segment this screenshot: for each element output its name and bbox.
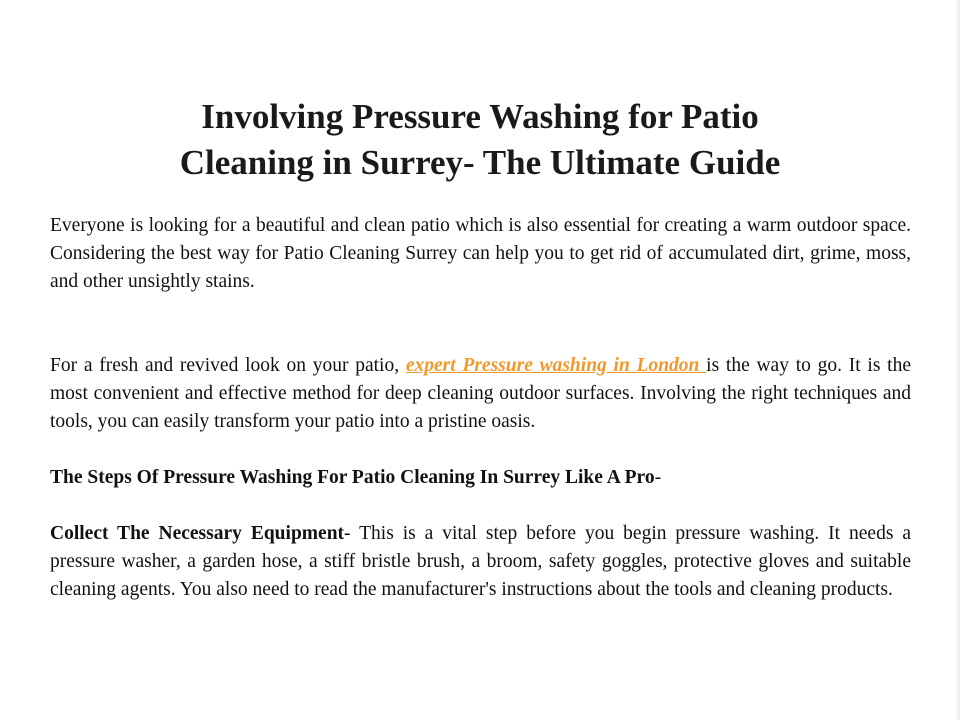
steps-heading — [50, 464, 911, 492]
pressure-washing-london-link[interactable]: expert Pressure washing in London — [405, 355, 707, 376]
steps-heading-text: The Steps Of Pressure Washing For Patio Cleaning In Surrey Like A Pro — [50, 467, 655, 488]
paragraph-text-after-link: is the way to go. It is the most convenient and effective method for deep cleaning outdoor surfaces. Involving the right techniques and tools, you can easily transform your patio into a pristine oasis. — [50, 355, 911, 432]
body-content — [50, 212, 911, 604]
step-1-heading: Collect The Necessary Equipment — [50, 523, 345, 544]
paragraph-text-before-link: For a fresh and revived look on your patio, — [50, 355, 406, 376]
step-1-text: - This is a vital step before you begin pressure washing. It needs a pressure washer, a garden hose, a stiff bristle brush, a broom, safety goggles, protective gloves and suitable cleaning agents. You also need to read the manufacturer's instructions about the tools and cleaning products. — [50, 523, 912, 600]
page-title — [60, 94, 900, 186]
pressure-washing-paragraph — [50, 352, 911, 436]
intro-paragraph: Everyone is looking for a beautiful and clean patio which is also essential for creating a warm outdoor space. Considering the best way for Patio Cleaning Surrey can help you to get rid of accumulated dirt, grime, moss, and other unsightly stains. — [50, 215, 911, 292]
title-line-1: Involving Pressure Washing for Patio — [201, 97, 759, 136]
step-1-paragraph — [50, 520, 911, 604]
title-line-2: Cleaning in Surrey- The Ultimate Guide — [179, 143, 781, 182]
steps-heading-suffix: - — [654, 467, 662, 488]
